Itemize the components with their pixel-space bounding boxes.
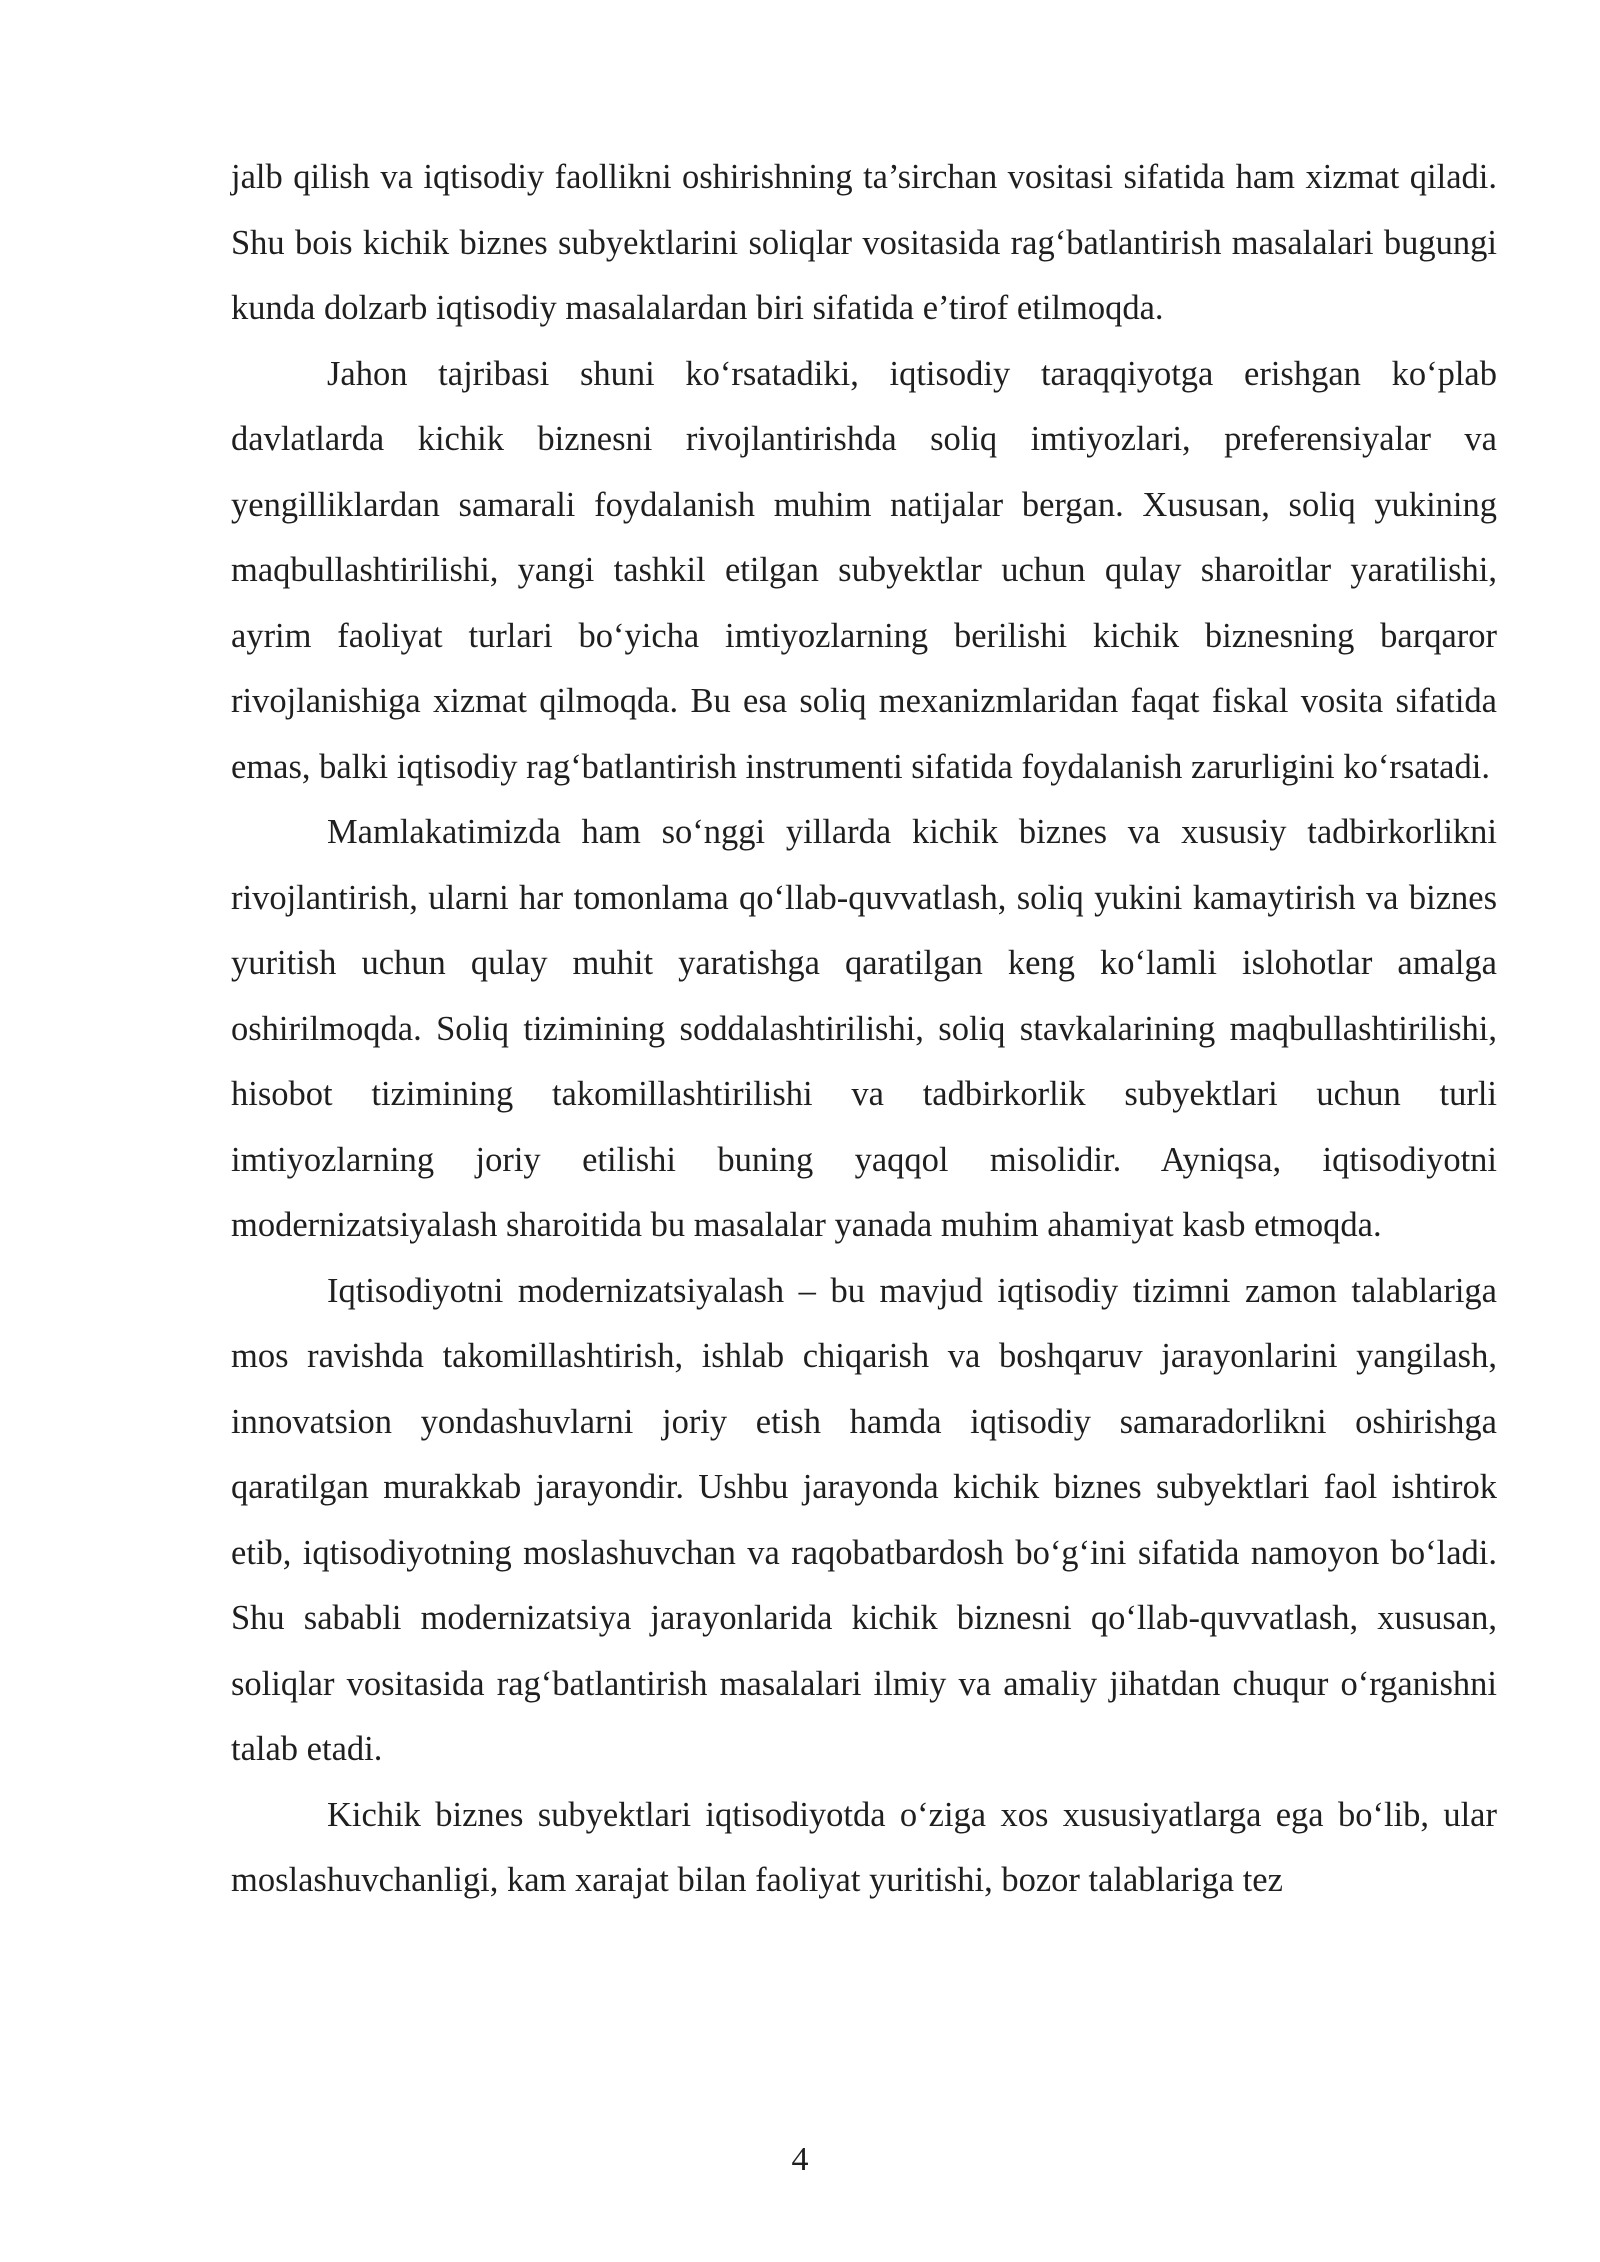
paragraph-world-experience: Jahon tajribasi shuni ko‘rsatadiki, iqtisodiy taraqqiyotga erishgan ko‘plab davlatlarda kichik biznesni rivojlantirishda soliq imtiyozlari, preferensiyalar va yengilliklardan samarali foydalanish muhim natijalar bergan. Xususan, soliq yukining maqbullashtirilishi, yangi tashkil etilgan subyektlar uchun qulay sharoitlar yaratilishi, ayrim faoliyat turlari bo‘yicha imtiyozlarning berilishi kichik biznesning barqaror rivojlanishiga xizmat qilmoqda. Bu esa soliq mexanizmlaridan faqat fiskal vosita sifatida emas, balki iqtisodiy rag‘batlantirish instrumenti sifatida foydalanish zarurligini ko‘rsatadi. — [231, 354, 1497, 786]
page-number: 4 — [791, 2141, 809, 2178]
paragraph-national-reforms: Mamlakatimizda ham so‘nggi yillarda kichik biznes va xususiy tadbirkorlikni rivojlantirish, ularni har tomonlama qo‘llab-quvvatlash, soliq yukini kamaytirish va biznes yuritish uchun qulay muhit yaratishga qaratilgan keng ko‘lamli islohotlar amalga oshirilmoqda. Soliq tizimining soddalashtirilishi, soliq stavkalarining maqbullashtirilishi, hisobot tizimining takomillashtirilishi va tadbirkorlik subyektlari uchun turli imtiyozlarning joriy etilishi buning yaqqol misolidir. Ayniqsa, iqtisodiyotni modernizatsiyalash sharoitida bu masalalar yanada muhim ahamiyat kasb etmoqda. — [231, 813, 1497, 1244]
paragraph-small-business-features: Kichik biznes subyektlari iqtisodiyotda o‘ziga xos xususiyatlarga ega bo‘lib, ular moslashuvchanligi, kam xarajat bilan faoliyat yuritishi, bozor talablariga tez — [231, 1795, 1497, 1899]
paragraph-continued: jalb qilish va iqtisodiy faollikni oshirishning ta’sirchan vositasi sifatida ham xizmat qiladi. Shu bois kichik biznes subyektlarini soliqlar vositasida rag‘batlantirish masalalari bugungi kunda dolzarb iqtisodiy masalalardan biri sifatida e’tirof etilmoqda. — [231, 158, 1497, 327]
paragraph-modernization: Iqtisodiyotni modernizatsiyalash – bu mavjud iqtisodiy tizimni zamon talablariga mos ravishda takomillashtirish, ishlab chiqarish va boshqaruv jarayonlarini yangilash, innovatsion yondashuvlarni joriy etish hamda iqtisodiy samaradorlikni oshirishga qaratilgan murakkab jarayondir. Ushbu jarayonda kichik biznes subyektlari faol ishtirok etib, iqtisodiyotning moslashuvchan va raqobatbardosh bo‘g‘ini sifatida namoyon bo‘ladi. Shu sababli modernizatsiya jarayonlarida kichik biznesni qo‘llab-quvvatlash, xususan, soliqlar vositasida rag‘batlantirish masalalari ilmiy va amaliy jihatdan chuqur o‘rganishni talab etadi. — [231, 1271, 1497, 1768]
body-text — [231, 145, 1497, 1914]
